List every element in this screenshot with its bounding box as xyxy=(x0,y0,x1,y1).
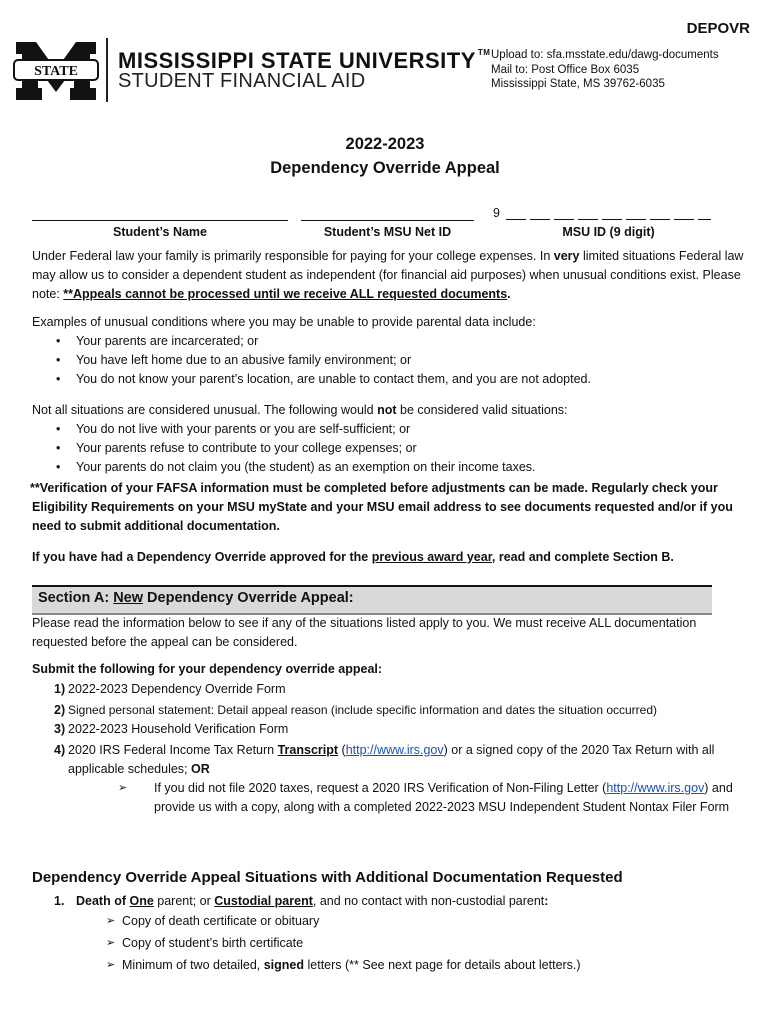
section-a-intro: Please read the information below to see if any of the situations listed apply to you. We must receive ALL documentation requested before the appeal can be considered. xyxy=(32,616,697,649)
list-item: 3) 2022-2023 Household Verification Form xyxy=(54,722,289,736)
not-unusual-section xyxy=(32,401,752,477)
msu-id-digit-lines[interactable] xyxy=(506,219,711,220)
situation-1-docs xyxy=(106,912,752,975)
student-name-label: Student’s Name xyxy=(112,225,207,239)
net-id-line[interactable] xyxy=(301,220,474,221)
msu-m-logo xyxy=(12,40,100,102)
examples-list xyxy=(32,332,752,389)
address-upload: Upload to: sfa.msstate.edu/dawg-documents xyxy=(491,49,719,61)
list-item: ➢ Minimum of two detailed, signed letters (** See next page for details about letters.) xyxy=(106,956,752,975)
trademark: TM xyxy=(477,48,491,57)
form-year: 2022-2023 xyxy=(345,135,425,153)
non-filer-sublist xyxy=(118,779,752,817)
section-a-title: Section A: New Dependency Override Appeal: xyxy=(38,590,354,606)
irs-link[interactable]: http://www.irs.gov xyxy=(345,743,444,757)
situation-1-title: 1. Death of One parent; or Custodial parent, and no contact with non-custodial parent: xyxy=(54,894,549,908)
submit-list xyxy=(32,680,752,817)
list-item: ➢ Copy of student’s birth certificate xyxy=(106,934,752,953)
student-name-line[interactable] xyxy=(32,220,288,221)
list-item: • You do not know your parent’s location, are unable to contact them, and you are not adopted. xyxy=(56,370,752,389)
list-item: • Your parents do not claim you (the student) as an exemption on their income taxes. xyxy=(56,458,752,477)
logo-text: STATE xyxy=(34,64,78,79)
list-item: 4) 2020 IRS Federal Income Tax Return Transcript (http://www.irs.gov) or a signed copy of the 2020 Tax Return with all applicable schedules; OR ➢ If you did not file 2020 taxes, request a 2020 IRS Verification of Non-Filing Letter (http://www.irs.gov) and provide us with a copy, along with a completed 2022-2023 MSU Independent Student Nontax Filer Form xyxy=(32,741,752,817)
previous-year-note: If you have had a Dependency Override approved for the previous award year, read and complete Section B. xyxy=(32,550,674,564)
verification-note: **Verification of your FAFSA information must be completed before adjustments can be made. Regularly check your Eligibility Requirements on your MSU myState and your MSU email address to see documents requested and/or if you need to submit additional documentation. xyxy=(30,481,733,533)
address-mail: Mail to: Post Office Box 6035 xyxy=(491,63,640,76)
address-city: Mississippi State, MS 39762-6035 xyxy=(491,78,665,90)
list-item: • Your parents are incarcerated; or xyxy=(56,332,752,351)
list-item: • Your parents refuse to contribute to your college expenses; or xyxy=(56,439,752,458)
form-code: DEPOVR xyxy=(686,20,750,37)
msu-id-label: MSU ID (9 digit) xyxy=(562,225,655,239)
contact-address xyxy=(491,48,719,92)
list-item: 1) 2022-2023 Dependency Override Form xyxy=(54,682,286,696)
msu-id-prefix: 9 xyxy=(493,206,500,220)
not-unusual-list xyxy=(32,420,752,477)
not-unusual-lead: Not all situations are considered unusual. The following would not be considered valid situations: xyxy=(32,403,568,417)
list-item: • You have left home due to an abusive family environment; or xyxy=(56,351,752,370)
department-name: STUDENT FINANCIAL AID xyxy=(118,70,366,92)
list-item: ➢ Copy of death certificate or obituary xyxy=(106,912,752,931)
situation-1 xyxy=(32,892,752,975)
header-divider xyxy=(106,38,108,102)
list-item: • You do not live with your parents or you are self-sufficient; or xyxy=(56,420,752,439)
list-item: ➢ If you did not file 2020 taxes, request a 2020 IRS Verification of Non-Filing Letter (http://www.irs.gov) and provide us with a copy, along with a completed 2022-2023 MSU Independent Student Nontax Filer Form xyxy=(118,779,752,817)
irs-link-nonfiling[interactable]: http://www.irs.gov xyxy=(606,781,705,795)
intro-paragraph: Under Federal law your family is primarily responsible for paying for your college expenses. In very limited situations Federal law may allow us to consider a dependent student as independent (for financial aid purposes) when unusual conditions exist. Please note: **Appeals cannot be processed until we receive ALL requested documents. xyxy=(32,249,744,301)
list-item: 2) Signed personal statement: Detail appeal reason (include specific information and dates the situation occurred) xyxy=(54,703,658,717)
examples-lead: Examples of unusual conditions where you may be unable to provide parental data include: xyxy=(32,315,536,329)
examples-section xyxy=(32,313,752,389)
submit-lead: Submit the following for your dependency override appeal: xyxy=(32,662,383,676)
university-name: MISSISSIPPI STATE UNIVERSITY ™ xyxy=(118,48,491,73)
net-id-label: Student’s MSU Net ID xyxy=(323,225,452,239)
form-title: Dependency Override Appeal xyxy=(270,159,500,177)
situations-heading: Dependency Override Appeal Situations with Additional Documentation Requested xyxy=(32,869,623,886)
